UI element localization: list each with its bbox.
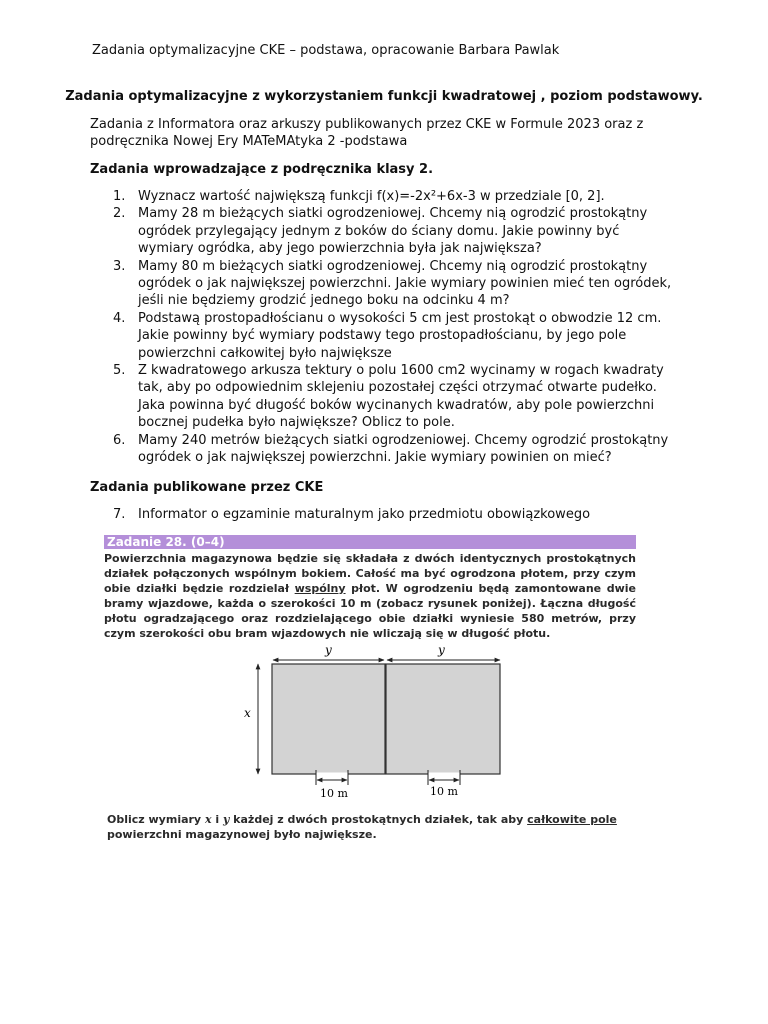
task-text: Mamy 80 m bieżących siatki ogrodzeniowej. Chcemy nią ogrodzić prostokątny ogródek o jak największej powierzchni. Jakie wymiary powinien mieć ten ogródek, jeśli nie będziemy grodzić jednego boku na odcinku 4 m? xyxy=(138,258,672,309)
task-number: 1. xyxy=(113,189,126,204)
page-header: Zadania optymalizacyjne CKE – podstawa, opracowanie Barbara Pawlak xyxy=(92,43,560,58)
question-part: i xyxy=(211,813,223,826)
intro-paragraph: Zadania z Informatora oraz arkuszy publikowanych przez CKE w Formule 2023 oraz z podręcznika Nowej Ery MATeMAtyka 2 -podstawa xyxy=(90,117,644,149)
question-var-y: y xyxy=(222,813,230,826)
task-text: Mamy 240 metrów bieżących siatki ogrodzeniowej. Chcemy ogrodzić prostokątny ogródek o jak największej powierzchni. Jakie wymiary powinien on mieć? xyxy=(138,432,669,466)
task-text: Wyznacz wartość największą funkcji f(x)=-2x²+6x-3 w przedziale [0, 2]. xyxy=(138,189,605,204)
task-number: 5. xyxy=(113,363,126,379)
task-item xyxy=(113,310,676,362)
question-part: każdej z dwóch prostokątnych działek, tak aby xyxy=(229,813,528,826)
label-y-left: y xyxy=(325,643,332,657)
gate-right-label: 10 m xyxy=(430,785,458,798)
task-text: Mamy 28 m bieżących siatki ogrodzeniowej. Chcemy nią ogrodzić prostokątny ogródek przylegający jednym z boków do ściany domu. Jakie powinny być wymiary ogródka, aby jego powierzchnia była jak największa? xyxy=(138,206,648,257)
exam-task-text-underlined: wspólny xyxy=(294,582,346,595)
question-var-x: x xyxy=(204,813,212,826)
plot-left xyxy=(272,664,385,774)
task-list xyxy=(113,188,676,467)
task-number: 3. xyxy=(113,258,126,274)
task-item xyxy=(113,362,676,432)
task-text: Podstawą prostopadłościanu o wysokości 5 cm jest prostokąt o obwodzie 12 cm. Jakie powinny być wymiary podstawy tego prostopadłościanu, by jego pole powierzchni całkowitej było największe xyxy=(138,310,662,361)
question-part: powierzchni magazynowej było największe. xyxy=(107,828,377,841)
section-heading-cke: Zadania publikowane przez CKE xyxy=(90,480,324,495)
task-number: 6. xyxy=(113,432,126,448)
task-text: Z kwadratowego arkusza tektury o polu 1600 cm2 wycinamy w rogach kwadraty tak, aby po odpowiednim sklejeniu pozostałej części otrzymać otwarte pudełko. Jaka powinna być długość boków wycinanych kwadratów, aby pole powierzchni bocznej pudełka było największe? Oblicz to pole. xyxy=(138,363,664,431)
label-y-right: y xyxy=(438,643,445,657)
gate-left-label: 10 m xyxy=(320,787,348,800)
task-number: 2. xyxy=(113,206,126,222)
plot-right xyxy=(386,664,500,774)
label-x: x xyxy=(244,706,251,720)
exam-task-question xyxy=(107,812,637,842)
document-title: Zadania optymalizacyjne z wykorzystaniem funkcji kwadratowej , poziom podstawowy. xyxy=(65,89,703,104)
task-item xyxy=(113,258,676,310)
task-item xyxy=(113,432,676,467)
task-item xyxy=(113,188,676,205)
task-item-7 xyxy=(113,507,591,522)
task-item xyxy=(113,205,676,257)
task-number: 7. xyxy=(113,507,126,522)
exam-task-text-part: Powierzchnia magazynowa będzie się składała z dwóch identycznych prostokątnych działek połączonych wspólnym bokiem. Całość ma być ogrodzona płotem, przy czym obie działki będzie rozdzielał xyxy=(104,552,636,595)
task-text: Informator o egzaminie maturalnym jako przedmiotu obowiązkowego xyxy=(138,507,591,522)
task-number: 4. xyxy=(113,310,126,326)
section-heading-textbook: Zadania wprowadzające z podręcznika klasy 2. xyxy=(90,162,434,177)
exam-task-text-part: płot. W ogrodzeniu będą zamontowane dwie bramy wjazdowe, każda o szerokości 10 m (zobacz rysunek poniżej). Łączna długość płotu ogradzającego oraz rozdzielającego obie działki wyniesie 580 metrów, przy czym szerokości obu bram wjazdowych nie wliczają się w długość płotu. xyxy=(104,582,636,640)
question-underlined: całkowite pole xyxy=(527,813,617,826)
exam-task-text xyxy=(104,551,636,641)
question-part: Oblicz wymiary xyxy=(107,813,205,826)
exam-task-box xyxy=(104,535,636,641)
exam-task-header: Zadanie 28. (0–4) xyxy=(104,535,636,549)
plots-diagram xyxy=(238,640,528,805)
